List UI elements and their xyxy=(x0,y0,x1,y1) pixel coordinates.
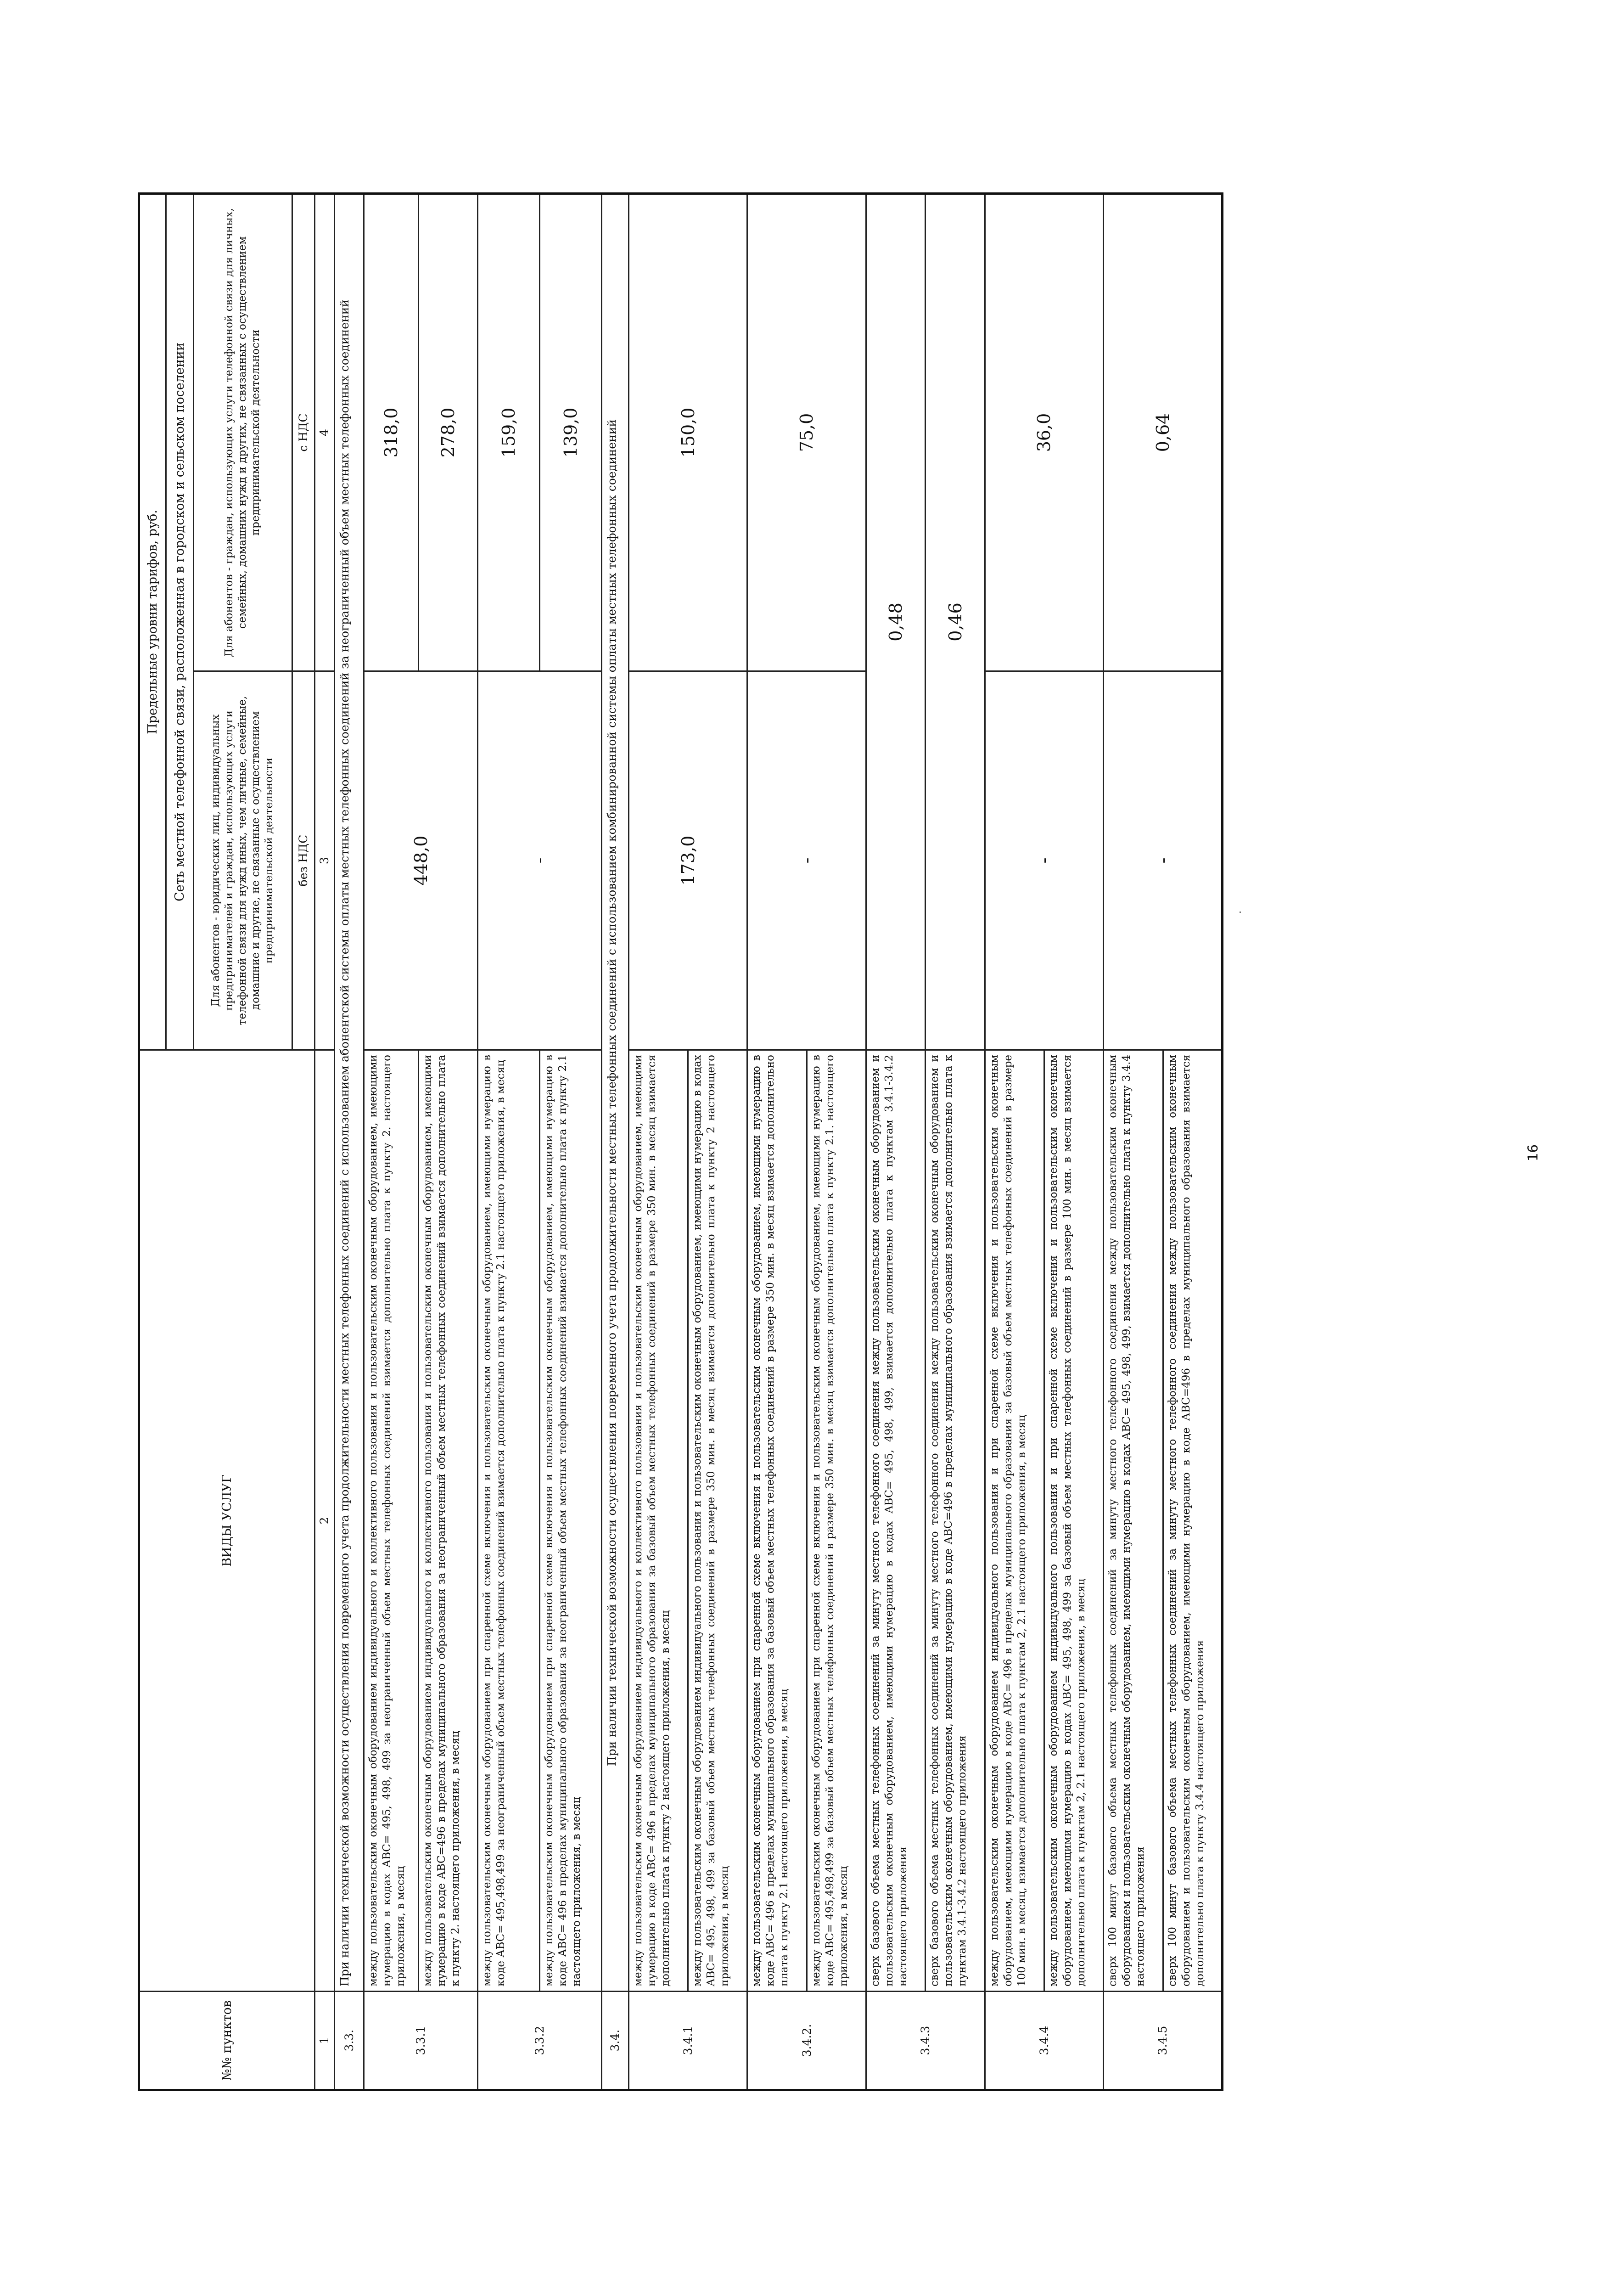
colnum: 4 xyxy=(314,193,334,671)
section-title: При наличии технической возможности осуществления повременного учета продолжительности местных телефонных соединений с использованием комбинированной системы оплаты местных телефонных соединений xyxy=(601,193,628,1991)
tariff-with-vat: 318,0 xyxy=(364,193,419,671)
service-description: между пользовательским оконечным оборудованием индивидуального и коллективного пользования и пользовательским оконечным оборудованием, имеющими нумерацию в коде АВС= 496 в пределах муниципального образования за базовый объем местных телефонных соединений в размере 350 мин. в месяц взимается дополнительно плата к пункту 2 настоящего приложения, в месяц xyxy=(628,1050,688,1992)
subscriber-legal-header: Для абонентов - юридических лиц, индивидуальных предпринимателей и граждан, использующих услуги телефонной связи для нужд иных, чем личные, семейные, домашние и другие, не связанные с осуществлением предпринимательской деятельности xyxy=(193,671,292,1050)
service-description: между пользовательским оконечным оборудованием индивидуального и коллективного пользования и пользовательским оконечным оборудованием, имеющими нумерацию в коде АВС=496 в пределах муниципального образования за неограниченный объем местных телефонных соединений взимается дополнительно плата к пункту 2. настоящего приложения, в месяц xyxy=(418,1050,477,1992)
service-description: между пользовательским оконечным оборудованием при спаренной схеме включения и пользовательским оконечным оборудованием, имеющими нумерацию в коде АВС= 495,498,499 за неограниченный объем местных телефонных соединений взимается дополнительно плата к пункту 2.1 настоящего приложения, в месяц xyxy=(478,1050,540,1992)
tariff-no-vat: - xyxy=(1104,671,1223,1050)
colnum: 1 xyxy=(314,1992,334,2090)
table-row xyxy=(418,193,477,2090)
tariff-no-vat: - xyxy=(747,671,866,1050)
service-description: между пользовательским оконечным оборудованием индивидуального пользования и при спаренной схеме включения и пользовательским оконечным оборудованием, имеющими нумерацию в коде АВС= 496 в пределах муниципального образования за базовый объем местных телефонных соединений в размере 100 мин. в месяц, взимается дополнительно плата к пунктам 2, 2.1 настоящего приложения, в месяц xyxy=(985,1050,1044,1992)
tariff-no-vat: 448,0 xyxy=(364,671,478,1050)
table-row xyxy=(985,193,1044,2090)
service-description: сверх базового объема местных телефонных соединений за минуту местного телефонного соединения между пользовательским оконечным оборудованием и пользовательским оконечным оборудованием, имеющими нумерацию в кодах АВС= 495, 498, 499, взимается дополнительно плата к пунктам 3.4.1-3.4.2 настоящего приложения xyxy=(866,1050,926,1992)
section-number: 3.3. xyxy=(334,1992,364,2090)
row-number: 3.4.5 xyxy=(1104,1992,1223,2090)
service-description: между пользовательским оконечным оборудованием при спаренной схеме включения и пользовательским оконечным оборудованием, имеющими нумерацию в коде АВС= 496 в пределах муниципального образования за неограниченный объем местных телефонных соединений взимается дополнительно плата к пункту 2.1 настоящего приложения, в месяц xyxy=(539,1050,601,1992)
colnum-row xyxy=(314,193,334,2090)
tariff-with-vat: 150,0 xyxy=(628,193,747,671)
tariff-with-vat: 278,0 xyxy=(418,193,477,671)
tariff-table xyxy=(138,192,1223,2091)
table-row xyxy=(628,193,688,2090)
scan-speck xyxy=(1240,912,1241,913)
section-title: При наличии технической возможности осуществления повременного учета продолжительности местных телефонных соединений с использованием абонентской системы оплаты местных телефонных соединений за неограниченный объем местных телефонных соединений xyxy=(334,193,364,1991)
tariff-with-vat: 0,64 xyxy=(1104,193,1223,671)
network-header: Сеть местной телефонной связи, расположенная в городском и сельском поселении xyxy=(166,193,193,1050)
service-description: между пользовательским оконечным оборудованием индивидуального пользования и при спаренной схеме включения и пользовательским оконечным оборудованием, имеющими нумерацию в кодах АВС= 495, 498, 499 за базовый объем местных телефонных соединений в размере 100 мин. в месяц взимается дополнительно плата к пунктам 2, 2.1 настоящего приложения, в месяц xyxy=(1044,1050,1103,1992)
subscriber-private-header: Для абонентов - граждан, использующих услуги телефонной связи для личных, семейных, домашних нужд и других, не связанных с осуществлением предпринимательской деятельности xyxy=(193,193,292,671)
table-row xyxy=(926,193,985,2090)
service-description: сверх 100 минут базового объема местных телефонных соединений за минуту местного телефонного соединения между пользовательским оконечным оборудованием и пользовательским оконечным оборудованием, имеющими нумерацию в кодах АВС= 495, 498, 499, взимается дополнительно плата к пункту 3.4.4 настоящего приложения xyxy=(1104,1050,1163,1992)
section-row xyxy=(334,193,364,2090)
section-row xyxy=(601,193,628,2090)
tariff-merged: 0,46 xyxy=(926,193,985,1050)
row-number: 3.4.4 xyxy=(985,1992,1104,2090)
row-number: 3.4.2. xyxy=(747,1992,866,2090)
table-row xyxy=(364,193,419,2090)
col-num-header: №№ пунктов xyxy=(139,1992,315,2090)
col-service-header: ВИДЫ УСЛУГ xyxy=(139,1050,315,1992)
section-number: 3.4. xyxy=(601,1992,628,2090)
colnum: 3 xyxy=(314,671,334,1050)
service-description: между пользовательским оконечным оборудованием при спаренной схеме включения и пользовательским оконечным оборудованием, имеющими нумерацию в коде АВС= 496 в пределах муниципального образования за базовый объем местных телефонных соединений в размере 350 мин. в месяц взимается дополнительно плата к пункту 2.1 настоящего приложения, в месяц xyxy=(747,1050,807,1992)
service-description: сверх 100 минут базового объема местных телефонных соединений за минуту местного телефонного соединения между пользовательским оконечным оборудованием и пользовательским оконечным оборудованием, имеющими нумерацию в коде АВС=496 в пределах муниципального образования взимается дополнительно плата к пункту 3.4.4 настоящего приложения xyxy=(1163,1050,1222,1992)
table-row xyxy=(747,193,807,2090)
tariff-with-vat: 139,0 xyxy=(539,193,601,671)
row-number: 3.3.2 xyxy=(478,1992,601,2090)
tariff-no-vat: 173,0 xyxy=(628,671,747,1050)
table-row xyxy=(478,193,540,2090)
row-number: 3.3.1 xyxy=(364,1992,478,2090)
row-number: 3.4.1 xyxy=(628,1992,747,2090)
table-row xyxy=(1104,193,1163,2090)
tariff-with-vat: 75,0 xyxy=(747,193,866,671)
row-number: 3.4.3 xyxy=(866,1992,985,2090)
service-description: между пользовательским оконечным оборудованием при спаренной схеме включения и пользовательским оконечным оборудованием, имеющими нумерацию в коде АВС= 495,498,499 за базовый объем местных телефонных соединений в размере 350 мин. в месяц взимается дополнительно плата к пункту 2.1. настоящего приложения, в месяц xyxy=(807,1050,866,1992)
service-description: между пользовательским оконечным оборудованием индивидуального пользования и пользовательским оконечным оборудованием, имеющими нумерацию в кодах АВС= 495, 498, 499 за базовый объем местных телефонных соединений в размере 350 мин. в месяц взимается дополнительно плата к пункту 2 настоящего приложения, в месяц xyxy=(688,1050,747,1992)
tariff-with-vat: 159,0 xyxy=(478,193,540,671)
tariff-no-vat: - xyxy=(478,671,601,1050)
tariff-no-vat: - xyxy=(985,671,1104,1050)
table-row xyxy=(866,193,926,2090)
no-vat-header: без НДС xyxy=(292,671,314,1050)
service-description: сверх базового объема местных телефонных соединений за минуту местного телефонного соединения между пользовательским оконечным оборудованием и пользовательским оконечным оборудованием, имеющими нумерацию в коде АВС=496 в пределах муниципального образования взимается дополнительно плата к пунктам 3.4.1-3.4.2 настоящего приложения xyxy=(926,1050,985,1992)
tariff-group-header: Предельные уровни тарифов, руб. xyxy=(139,193,166,1050)
tariff-with-vat: 36,0 xyxy=(985,193,1104,671)
page-number: 16 xyxy=(1525,1144,1541,1161)
with-vat-header: с НДС xyxy=(292,193,314,671)
header-row xyxy=(139,193,166,2090)
tariff-merged: 0,48 xyxy=(866,193,926,1050)
colnum: 2 xyxy=(314,1050,334,1992)
service-description: между пользовательским оконечным оборудованием индивидуального и коллективного пользования и пользовательским оконечным оборудованием, имеющими нумерацию в кодах АВС= 495, 498, 499 за неограниченный объем местных телефонных соединений взимается дополнительно плата к пункту 2. настоящего приложения, в месяц xyxy=(364,1050,419,1992)
table-row xyxy=(539,193,601,2090)
